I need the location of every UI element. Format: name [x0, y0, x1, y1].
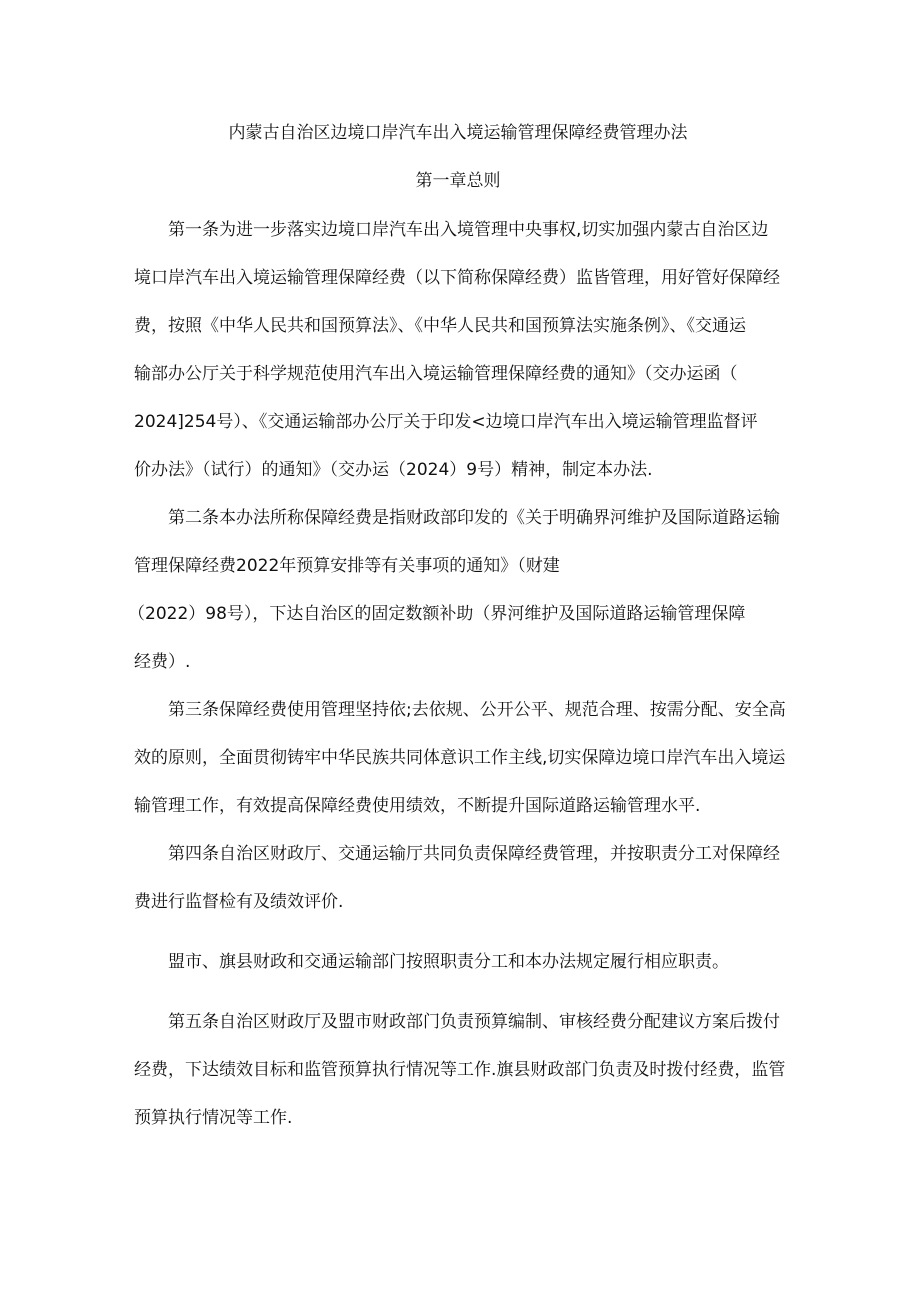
- article-3: [134, 686, 786, 830]
- text-line: 第一条为进一步落实边境口岸汽车出入境管理中央事权,切实加强内蒙古自治区边: [168, 220, 769, 240]
- article-1: [134, 206, 782, 494]
- text-line: 效的原则，全面贯彻铸牢中华民族共同体意识工作主线,切实保障边境口岸汽车出入境运: [134, 748, 786, 768]
- text-line: 第四条自治区财政厅、交通运输厅共同负责保障经费管理，并按职责分工对保障经: [168, 844, 780, 864]
- text-line: 输管理工作，有效提高保障经费使用绩效，不断提升国际道路运输管理水平.: [134, 796, 701, 816]
- text-line: 2024]254号）、《交通运输部办公厅关于印发<边境口岸汽车出入境运输管理监督评: [134, 412, 758, 432]
- text-line: 第三条保障经费使用管理坚持依;去依规、公开公平、规范合理、按需分配、安全高: [168, 700, 786, 720]
- article-4-supplement: [134, 938, 782, 986]
- article-4: [134, 830, 782, 926]
- text-line: 境口岸汽车出入境运输管理保障经费（以下简称保障经费）监皆管理，用好管好保障经: [134, 268, 780, 288]
- chapter-title: 第一章总则: [415, 171, 501, 191]
- article-2: [128, 494, 782, 686]
- text-line: 费进行监督检有及绩效评价.: [134, 892, 344, 912]
- text-line: （2022）98号），下达自治区的固定数额补助（界河维护及国际道路运输管理保障: [128, 604, 746, 624]
- text-line: 管理保障经费2022年预算安排等有关事项的通知》（财建: [134, 556, 560, 576]
- text-line: 经费，下达绩效目标和监管预算执行情况等工作.旗县财政部门负责及时拨付经费，监管: [134, 1060, 786, 1080]
- text-line: 盟市、旗县财政和交通运输部门按照职责分工和本办法规定履行相应职责。: [168, 952, 729, 972]
- text-line: 预算执行情况等工作.: [134, 1108, 293, 1128]
- text-line: 第二条本办法所称保障经费是指财政部印发的《关于明确界河维护及国际道路运输: [168, 508, 780, 528]
- text-line: 价办法》（试行）的通知》（交办运（2024）9号）精神，制定本办法.: [134, 460, 653, 480]
- text-line: 经费）.: [134, 652, 191, 672]
- text-line: 费，按照《中华人民共和国预算法》、《中华人民共和国预算法实施条例》、《交通运: [134, 316, 746, 336]
- text-line: 输部办公厅关于科学规范使用汽车出入境运输管理保障经费的通知》（交办运函（: [134, 364, 738, 384]
- document-title: 内蒙古自治区边境口岸汽车出入境运输管理保障经费管理办法: [228, 123, 688, 143]
- article-5: [134, 998, 786, 1142]
- text-line: 第五条自治区财政厅及盟市财政部门负责预算编制、审核经费分配建议方案后拨付: [168, 1012, 780, 1032]
